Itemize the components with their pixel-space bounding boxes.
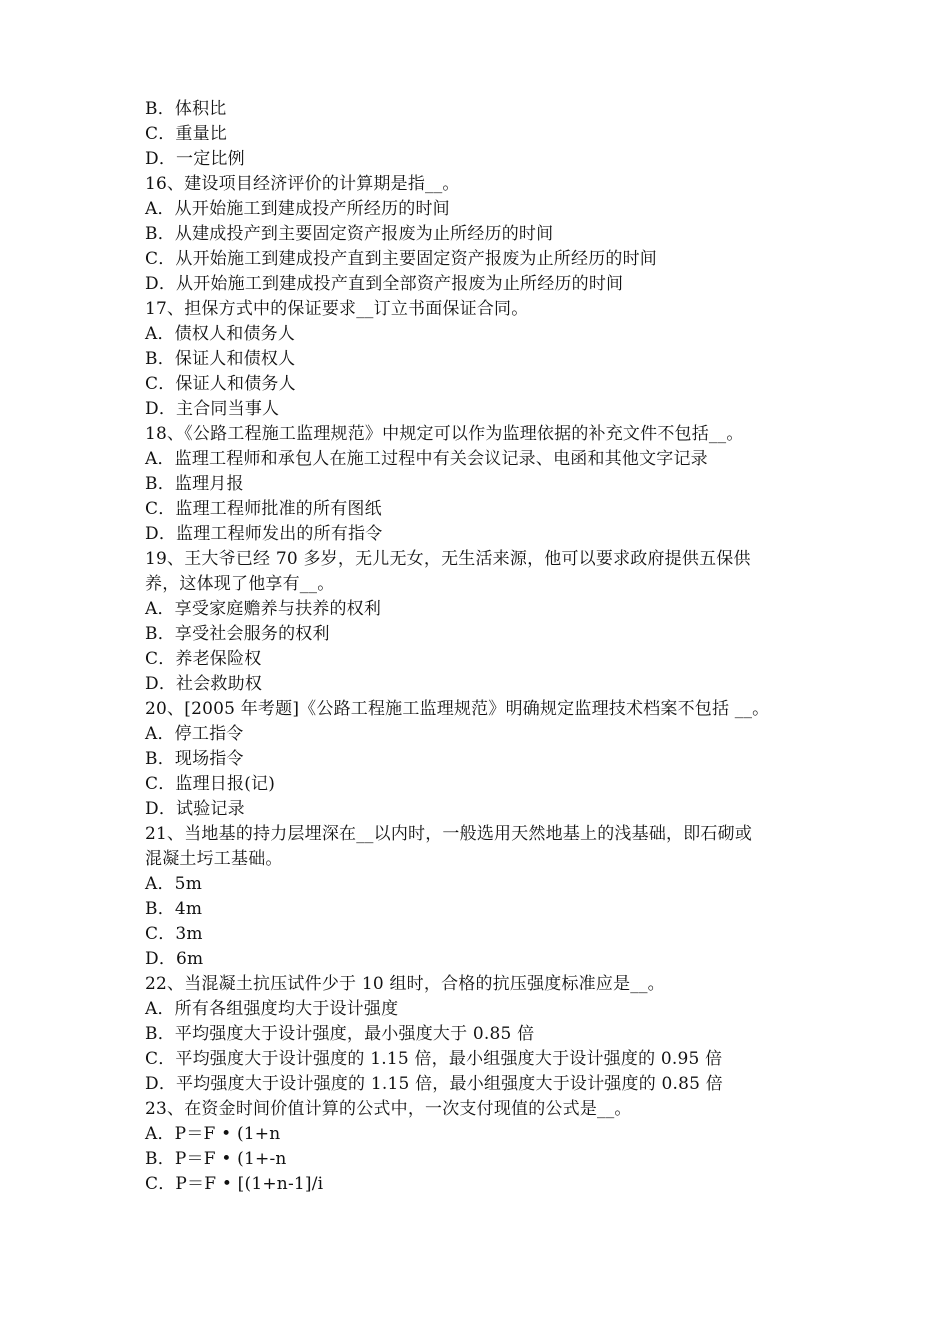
text-line: B．从建成投产到主要固定资产报废为止所经历的时间 <box>145 224 554 244</box>
text-line: A．享受家庭赡养与扶养的权利 <box>145 599 382 619</box>
text-line: D．平均强度大于设计强度的 1.15 倍，最小组强度大于设计强度的 0.85 倍 <box>145 1074 723 1094</box>
text-line: 23、在资金时间价值计算的公式中，一次支付现值的公式是__。 <box>145 1099 632 1119</box>
text-line: 18、《公路工程施工监理规范》中规定可以作为监理依据的补充文件不包括__。 <box>145 424 744 444</box>
text-line: 20、[2005 年考题]《公路工程施工监理规范》明确规定监理技术档案不包括 __。 <box>145 699 770 719</box>
text-line: D．社会救助权 <box>145 674 263 694</box>
text-line: D．试验记录 <box>145 799 245 819</box>
text-line: 19、王大爷已经 70 多岁，无儿无女，无生活来源，他可以要求政府提供五保供 <box>145 549 751 569</box>
text-line: C．重量比 <box>145 124 228 144</box>
text-line: B．享受社会服务的权利 <box>145 624 330 644</box>
text-line: A．5m <box>145 874 203 894</box>
text-line: A．所有各组强度均大于设计强度 <box>145 999 399 1019</box>
text-line: A．从开始施工到建成投产所经历的时间 <box>145 199 450 219</box>
text-line: D．监理工程师发出的所有指令 <box>145 524 383 544</box>
text-line: B．保证人和债权人 <box>145 349 296 369</box>
text-line: B．监理月报 <box>145 474 244 494</box>
text-line: D．一定比例 <box>145 149 245 169</box>
text-line: A．债权人和债务人 <box>145 324 296 344</box>
text-line: 17、担保方式中的保证要求__订立书面保证合同。 <box>145 299 529 319</box>
text-line: A．P＝F • (1+n <box>145 1124 281 1144</box>
document-body <box>145 97 813 1197</box>
text-line: 22、当混凝土抗压试件少于 10 组时，合格的抗压强度标准应是__。 <box>145 974 665 994</box>
text-line: A．停工指令 <box>145 724 244 744</box>
text-line: C．监理工程师批准的所有图纸 <box>145 499 382 519</box>
text-line: C．从开始施工到建成投产直到主要固定资产报废为止所经历的时间 <box>145 249 658 269</box>
text-line: D．从开始施工到建成投产直到全部资产报废为止所经历的时间 <box>145 274 624 294</box>
text-line: C．监理日报(记) <box>145 774 276 794</box>
text-line: D．6m <box>145 949 204 969</box>
text-line: D．主合同当事人 <box>145 399 280 419</box>
text-line: C．平均强度大于设计强度的 1.15 倍，最小组强度大于设计强度的 0.95 倍 <box>145 1049 723 1069</box>
text-line: 混凝土圬工基础。 <box>145 849 283 869</box>
text-line: C．养老保险权 <box>145 649 262 669</box>
text-line: C．保证人和债务人 <box>145 374 296 394</box>
text-line: C．3m <box>145 924 203 944</box>
text-line: B．4m <box>145 899 203 919</box>
text-line: B．现场指令 <box>145 749 244 769</box>
text-line: 养，这体现了他享有__。 <box>145 574 335 594</box>
text-line: C．P＝F • [(1+n-1]/i <box>145 1174 324 1194</box>
text-line: 16、建设项目经济评价的计算期是指__。 <box>145 174 460 194</box>
text-line: B．体积比 <box>145 99 227 119</box>
text-line: B．平均强度大于设计强度，最小强度大于 0.85 倍 <box>145 1024 535 1044</box>
text-line: B．P＝F • (1+-n <box>145 1149 287 1169</box>
text-line: 21、当地基的持力层埋深在__以内时，一般选用天然地基上的浅基础，即石砌或 <box>145 824 753 844</box>
text-line: A．监理工程师和承包人在施工过程中有关会议记录、电函和其他文字记录 <box>145 449 708 469</box>
